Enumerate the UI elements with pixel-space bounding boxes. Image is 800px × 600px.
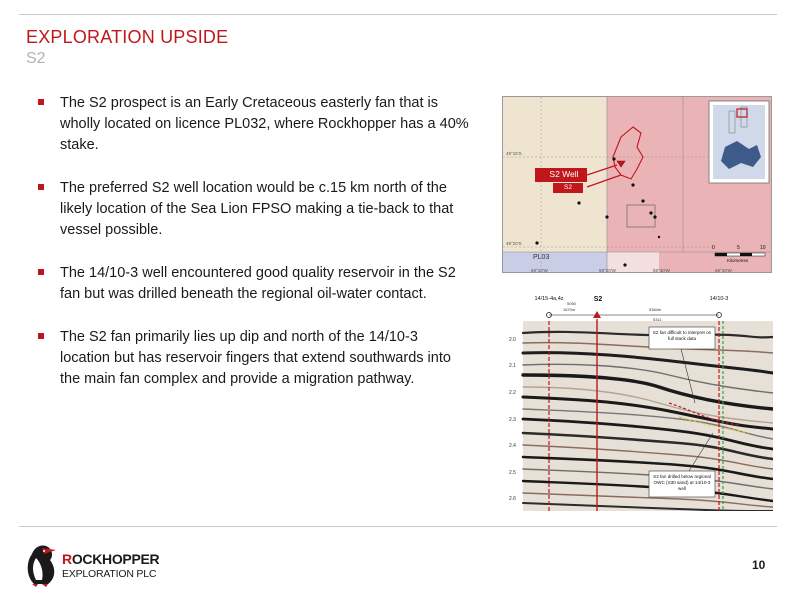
bullet-marker [38,333,44,339]
bullet-text: The 14/10-3 well encountered good quality reservoir in the S2 fan but was drilled beneath the regional oil-water contact. [60,265,456,302]
depth-tick: 2.6 [509,496,516,502]
location-map-graphic [503,97,772,273]
distance-label: 5311 [653,317,662,322]
depth-tick: 2.5 [509,470,516,476]
bullet-item [38,263,470,305]
lat-label: 49°15'S [506,151,522,156]
company-logo [22,540,162,588]
company-subtitle: EXPLORATION PLC [62,568,157,580]
company-name-rest: OCKHOPPER [71,551,160,567]
depth-tick: 2.4 [509,443,516,449]
bullet-list [38,93,470,412]
bullet-text: The preferred S2 well location would be c.15 km north of the likely location of the Sea Lion FPSO making a tie-back to that vessel possible. [60,180,454,238]
seismic-section-graphic [509,293,773,511]
page-title: EXPLORATION UPSIDE [26,27,229,47]
s2-fan-label: S2 [564,184,572,191]
well-label: 14/15-4a,4z [534,296,564,302]
page-subtitle: S2 [26,50,46,67]
distance-label: 5364m [649,307,662,312]
bullet-text: The S2 fan primarily lies up dip and north of the 14/10-3 location but has reservoir fingers that extend southwards into the main fan complex and provide a migration pathway. [60,329,451,387]
lon-label: 59°40'W [715,268,732,273]
top-divider [19,14,777,15]
lat-label: 49°20'S [506,241,522,246]
lon-label: 59°20'W [599,268,616,273]
bullet-text: The S2 prospect is an Early Cretaceous easterly fan that is wholly located on licence PL032, where Rockhopper has a 40% stake. [60,95,469,153]
depth-tick: 2.3 [509,417,516,423]
page-number: 10 [752,558,766,572]
company-name-initial: R [62,551,72,567]
licence-pl03-block [503,252,607,273]
annotation-bottom-text: S2 fan drilled below regional OWC (S30 sand) at 14/10-3 well [653,474,711,491]
scale-label-5: 5 [737,245,740,251]
licence-label: PL03 [533,254,550,261]
bullet-item [38,93,470,156]
seismic-panel [523,319,773,511]
annotation-top-text: S2 fan difficult to interpret on full stack data [652,330,712,341]
depth-tick: 2.2 [509,390,516,396]
bullet-marker [38,184,44,190]
distance-label: 1670m [563,307,576,312]
inset-map [709,101,769,183]
penguin-icon [22,540,60,588]
s2-well-label: S2 Well [549,169,579,179]
well-label: S2 [593,296,603,303]
scale-label-0: 0 [712,245,715,251]
well-label: 14/10-3 [709,296,729,302]
scale-unit: Kilometres [727,258,749,263]
seismic-section [509,293,773,511]
lon-label: 59°30'W [653,268,670,273]
bullet-item [38,178,470,241]
lon-label: 59°10'W [531,268,548,273]
scale-label-10: 10 [760,245,766,251]
distance-label: 5050 [567,301,576,306]
bullet-marker [38,269,44,275]
depth-tick: 2.0 [509,337,516,343]
company-name [62,551,159,567]
bottom-divider [19,526,777,527]
location-map [502,96,772,273]
bullet-item [38,327,470,390]
bullet-marker [38,99,44,105]
depth-tick: 2.1 [509,363,516,369]
